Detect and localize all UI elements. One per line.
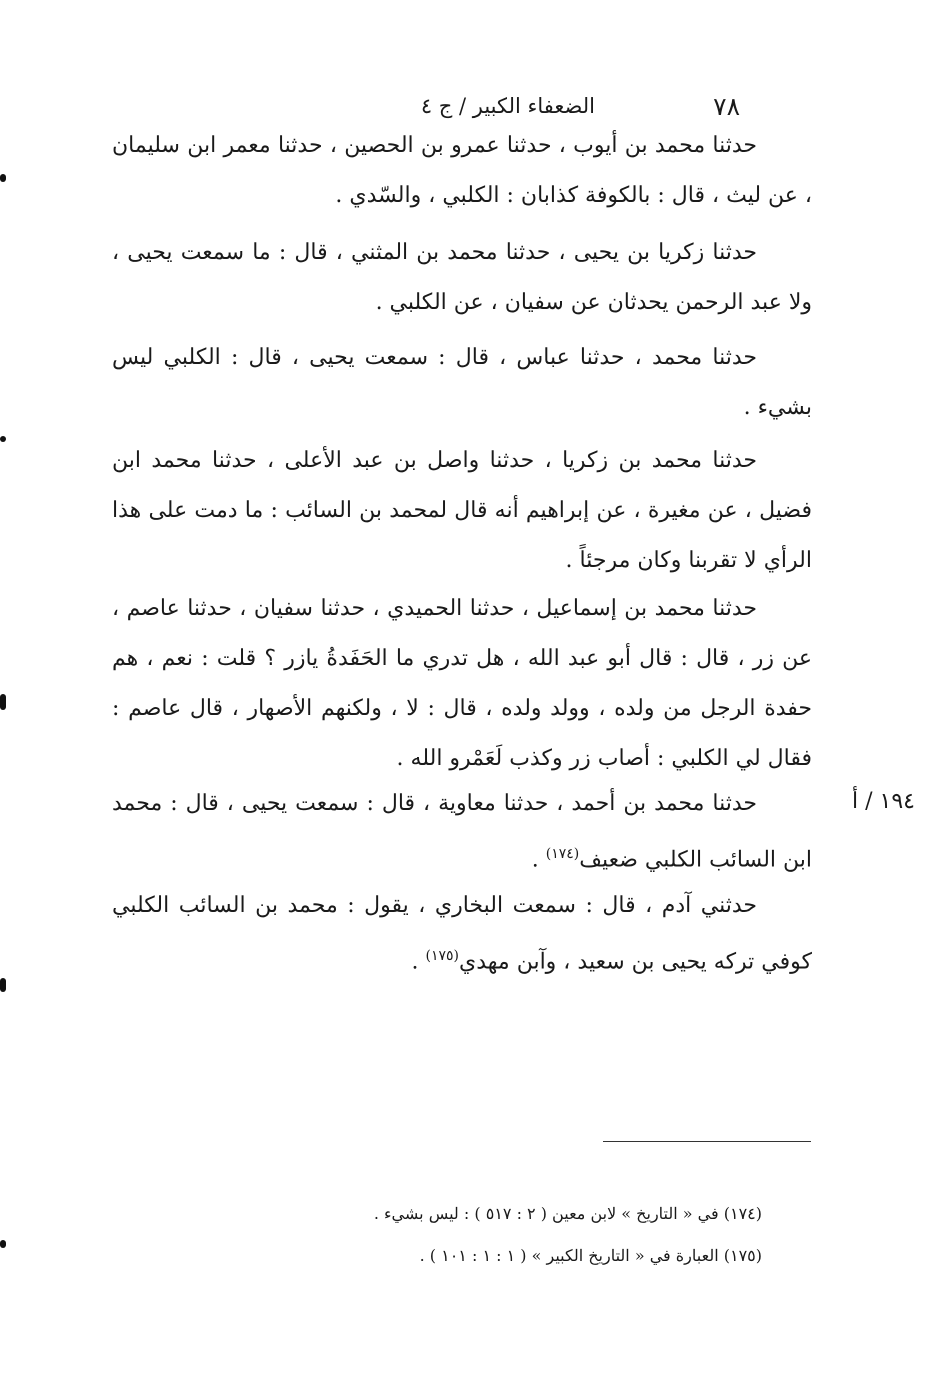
footnote-175: (١٧٥) العبارة في « التاريخ الكبير » ( ١ : ١ : ١٠١ ) . bbox=[419, 1246, 762, 1265]
paragraph-1 bbox=[112, 121, 812, 221]
running-title: الضعفاء الكبير / ج ٤ bbox=[420, 94, 595, 118]
paragraph-text-body: حدثني آدم ، قال : سمعت البخاري ، يقول : محمد بن السائب الكلبي كوفي تركه يحيى بن سعيد ، وآبن مهدي bbox=[112, 893, 812, 975]
manuscript-folio-ref: ١٩٤ / أ bbox=[852, 789, 915, 814]
sentence-end: . bbox=[411, 949, 426, 975]
paragraph-5 bbox=[112, 584, 812, 784]
footnote-174: (١٧٤) في « التاريخ » لابن معين ( ٢ : ٥١٧ ) : ليس بشيء . bbox=[373, 1204, 762, 1223]
paragraph-6 bbox=[112, 779, 812, 885]
paragraph-3 bbox=[112, 333, 812, 433]
paragraph-4 bbox=[112, 436, 812, 586]
scan-edge-mark bbox=[0, 694, 6, 710]
paragraph-text: حدثنا محمد بن إسماعيل ، حدثنا الحميدي ، حدثنا سفيان ، حدثنا عاصم ، عن زر ، قال : قال أبو عبد الله ، هل تدري ما الحَفَدةُ يازر ؟ قلت : نعم ، هم حفدة الرجل من ولده ، وولد ولده ، قال : لا ، ولكنهم الأصهار ، قال عاصم : فقال لي الكلبي : أصاب زر وكذب لَعَمْرو الله . bbox=[112, 596, 812, 771]
sentence-end: . bbox=[531, 847, 546, 873]
paragraph-text-body: حدثنا محمد بن أحمد ، حدثنا معاوية ، قال : سمعت يحيى ، قال : محمد ابن السائب الكلبي ضعيف bbox=[112, 791, 812, 873]
paragraph-7 bbox=[112, 881, 812, 987]
footnotes bbox=[300, 1193, 762, 1277]
paragraph-2 bbox=[112, 228, 812, 328]
scan-edge-mark bbox=[0, 174, 6, 182]
footnote-ref-175: (١٧٥) bbox=[425, 948, 460, 964]
paragraph-text: حدثنا زكريا بن يحيى ، حدثنا محمد بن المثني ، قال : ما سمعت يحيى ، ولا عبد الرحمن يحدثان عن سفيان ، عن الكلبي . bbox=[112, 240, 812, 315]
paragraph-text bbox=[112, 881, 812, 987]
scan-edge-mark bbox=[0, 436, 6, 442]
paragraph-text bbox=[112, 779, 812, 885]
scan-edge-mark bbox=[0, 978, 6, 992]
footnote-separator bbox=[603, 1141, 811, 1142]
scan-edge-mark bbox=[0, 1240, 6, 1248]
footnote-ref-174: (١٧٤) bbox=[545, 846, 580, 862]
paragraph-text: حدثنا محمد بن أيوب ، حدثنا عمرو بن الحصين ، حدثنا معمر ابن سليمان ، عن ليث ، قال : بالكوفة كذابان : الكلبي ، والسّدي . bbox=[112, 133, 812, 208]
paragraph-text: حدثنا محمد ، حدثنا عباس ، قال : سمعت يحيى ، قال : الكلبي ليس بشيء . bbox=[112, 345, 812, 420]
paragraph-text: حدثنا محمد بن زكريا ، حدثنا واصل بن عبد الأعلى ، حدثنا محمد ابن فضيل ، عن مغيرة ، عن إبراهيم أنه قال لمحمد بن السائب : ما دمت على هذا الرأي لا تقربنا وكان مرجئاً . bbox=[112, 448, 812, 573]
page-number: ٧٨ bbox=[713, 92, 740, 121]
